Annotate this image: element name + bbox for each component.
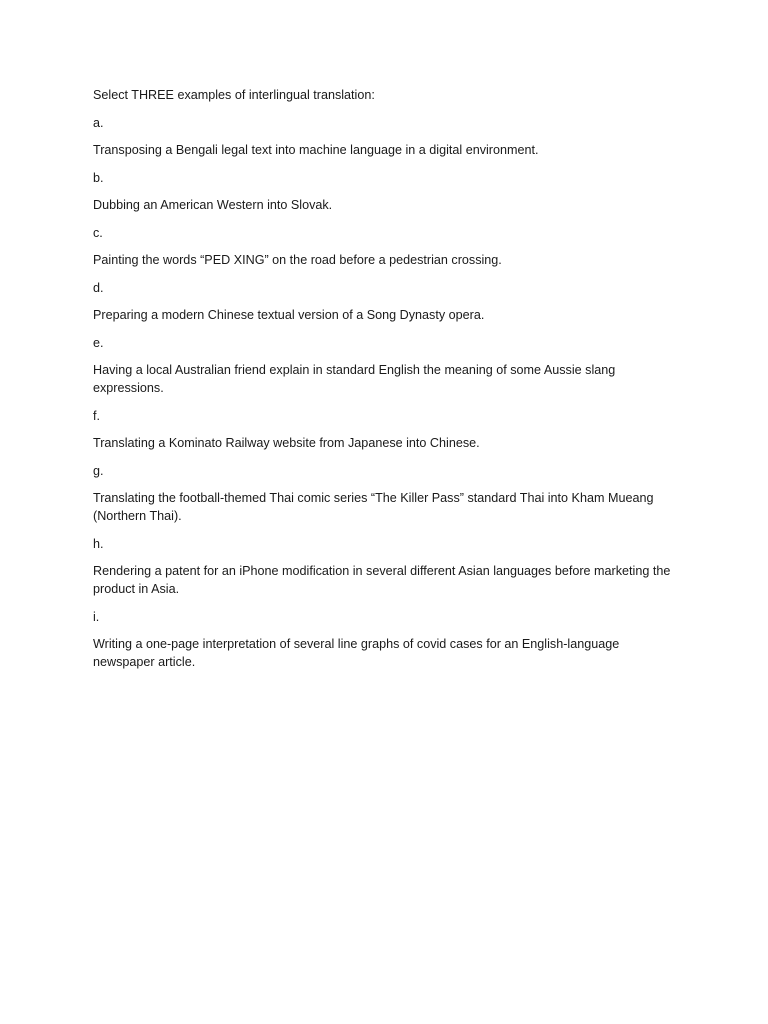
option-letter-b: b. [93, 170, 104, 185]
option-text-h: Rendering a patent for an iPhone modification in several different Asian languages before marketing the product in Asia. [93, 564, 671, 596]
option-letter-f: f. [93, 408, 100, 423]
option-text-b: Dubbing an American Western into Slovak. [93, 198, 333, 212]
option-text-c: Painting the words “PED XING” on the road before a pedestrian crossing. [93, 253, 502, 267]
option-letter-h: h. [93, 536, 104, 551]
option-letter-g: g. [93, 463, 104, 478]
option-letter-c: c. [93, 225, 103, 240]
option-text-i: Writing a one-page interpretation of several line graphs of covid cases for an English-language newspaper article. [93, 637, 620, 669]
option-text-a: Transposing a Bengali legal text into machine language in a digital environment. [93, 143, 539, 157]
option-letter-a: a. [93, 115, 104, 130]
option-text-e: Having a local Australian friend explain in standard English the meaning of some Aussie slang expressions. [93, 363, 616, 395]
option-letter-d: d. [93, 280, 104, 295]
option-letter-e: e. [93, 335, 104, 350]
option-text-d: Preparing a modern Chinese textual version of a Song Dynasty opera. [93, 308, 485, 322]
option-text-f: Translating a Kominato Railway website from Japanese into Chinese. [93, 436, 480, 450]
option-letter-i: i. [93, 609, 100, 624]
option-text-g: Translating the football-themed Thai comic series “The Killer Pass” standard Thai into Kham Mueang (Northern Thai). [93, 491, 654, 523]
question-block [93, 86, 675, 681]
question-prompt: Select THREE examples of interlingual translation: [93, 88, 375, 102]
